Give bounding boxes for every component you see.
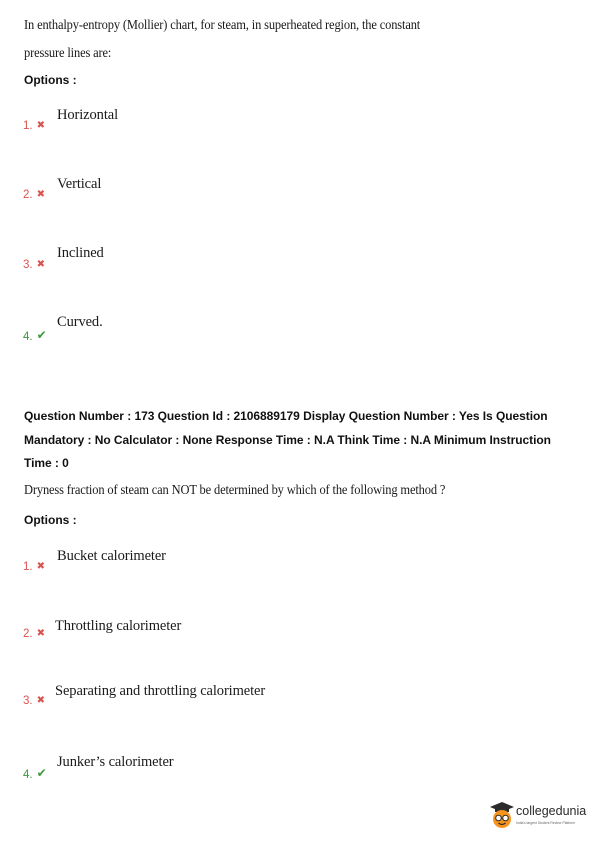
- question-2-meta-line2: Mandatory : No Calculator : None Response Time : N.A Think Time : N.A Minimum Instruction: [24, 433, 551, 447]
- cross-icon: ✖: [36, 189, 45, 200]
- question-2-text: Dryness fraction of steam can NOT be determined by which of the following method ?: [24, 482, 446, 497]
- q2-option-2-number: 2. ✖: [23, 628, 45, 640]
- question-2-meta-line3: Time : 0: [24, 456, 69, 470]
- question-2-options-label: Options :: [24, 513, 77, 527]
- q2-option-3-text: Separating and throttling calorimeter: [55, 683, 266, 699]
- q2-option-1-number: 1. ✖: [23, 561, 45, 573]
- q1-option-3-number: 3. ✖: [23, 259, 45, 271]
- q1-option-4-number: 4. ✔: [23, 328, 47, 343]
- check-icon: ✔: [36, 328, 47, 342]
- cross-icon: ✖: [36, 628, 45, 639]
- q1-option-1-text: Horizontal: [57, 107, 119, 123]
- question-1-text-line1: In enthalpy-entropy (Mollier) chart, for steam, in superheated region, the constant: [24, 17, 421, 32]
- q1-option-2-text: Vertical: [57, 176, 102, 192]
- q2-option-2-text: Throttling calorimeter: [55, 618, 182, 634]
- q2-option-4-text: Junker’s calorimeter: [57, 754, 174, 770]
- cross-icon: ✖: [36, 695, 45, 706]
- logo-name: collegedunia: [516, 804, 587, 818]
- collegedunia-logo: [486, 798, 590, 834]
- question-2-meta-line1: Question Number : 173 Question Id : 2106889179 Display Question Number : Yes Is Question: [24, 409, 548, 423]
- q2-option-4-number: 4. ✔: [23, 766, 47, 781]
- q1-option-4-text: Curved.: [57, 314, 103, 330]
- cross-icon: ✖: [36, 561, 45, 572]
- logo-tagline: India's largest Student Review Platform: [516, 821, 576, 825]
- q1-option-2-number: 2. ✖: [23, 189, 45, 201]
- q2-option-3-number: 3. ✖: [23, 695, 45, 707]
- check-icon: ✔: [36, 766, 47, 780]
- q1-option-1-number: 1. ✖: [23, 120, 45, 132]
- graduate-face-icon: [490, 802, 514, 830]
- question-1-text-line2: pressure lines are:: [24, 45, 112, 60]
- question-1-options-label: Options :: [24, 73, 77, 87]
- cross-icon: ✖: [36, 259, 45, 270]
- q2-option-1-text: Bucket calorimeter: [57, 548, 166, 564]
- cross-icon: ✖: [36, 120, 45, 131]
- q1-option-3-text: Inclined: [57, 245, 104, 261]
